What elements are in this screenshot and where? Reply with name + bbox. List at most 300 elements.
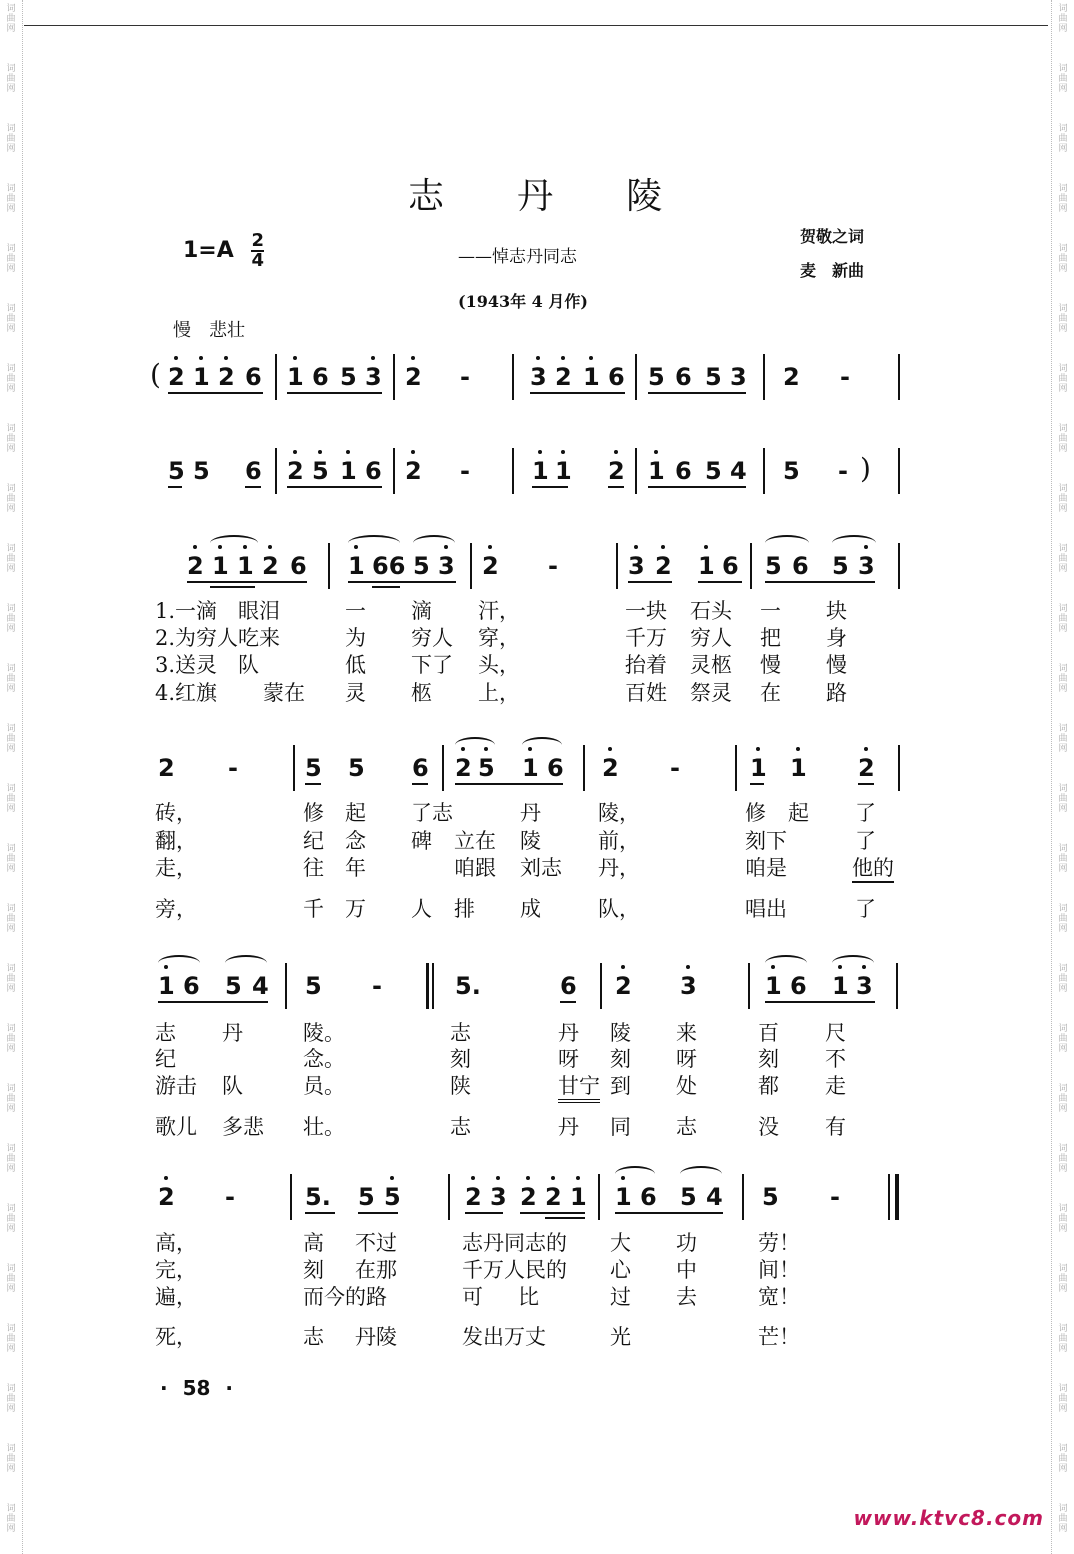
margin-watermark: 词 曲 网 <box>6 844 16 874</box>
staff-line-2 <box>150 452 904 504</box>
lyric: 千万 <box>625 626 667 650</box>
lyric: 抬着 <box>625 653 667 677</box>
lyric: 百姓 <box>625 681 667 705</box>
lyric: 走 <box>825 1074 846 1098</box>
lyric: 不 <box>825 1047 846 1071</box>
note: 5. <box>305 1183 331 1211</box>
lyric: 刻 <box>758 1047 779 1071</box>
margin-watermark: 词 曲 网 <box>6 364 16 394</box>
key-label: 1=A <box>183 238 234 263</box>
lyric: 灵 <box>345 681 366 705</box>
note: 6 <box>640 1183 657 1211</box>
key-signature <box>183 232 264 270</box>
note: 2 <box>482 551 499 581</box>
slur <box>348 535 400 551</box>
lyric: 了 <box>855 829 876 853</box>
barline <box>393 448 395 494</box>
beam <box>245 486 261 488</box>
note: 2 <box>218 362 235 392</box>
lyric: 比 <box>518 1285 539 1309</box>
repeat-end <box>888 1174 890 1220</box>
note: 5 <box>305 972 322 1000</box>
margin-watermark: 词 曲 网 <box>1058 844 1068 874</box>
lyric: 人 <box>411 897 432 921</box>
note: - <box>548 552 558 580</box>
lyric: 修 <box>745 801 766 825</box>
staff-line-3 <box>150 551 904 599</box>
lyric: 劳！ <box>758 1231 800 1255</box>
lyric: 志丹同志的 <box>462 1231 567 1255</box>
lyric: 眼泪 <box>238 599 280 623</box>
beam <box>560 1001 576 1003</box>
lyric: 年 <box>345 856 366 880</box>
subtitle: ——悼志丹同志 <box>458 247 577 267</box>
margin-watermark: 词 曲 网 <box>6 1504 16 1534</box>
barline <box>898 448 900 494</box>
margin-watermark: 词 曲 网 <box>1058 904 1068 934</box>
beam <box>305 783 321 785</box>
lyric: 成 <box>520 897 541 921</box>
barline <box>748 963 750 1009</box>
note: 5 <box>762 1183 779 1211</box>
beam <box>348 581 456 583</box>
lyric: 1.一滴 <box>155 599 218 623</box>
lyric: 蒙在 <box>263 681 305 705</box>
lyric: 刻下 <box>745 829 787 853</box>
note: 2 <box>602 753 619 783</box>
note: 5 <box>305 754 322 782</box>
note: 66 <box>372 552 406 580</box>
lyric: 有 <box>825 1115 846 1139</box>
beam <box>858 783 874 785</box>
lyric: 4.红旗 <box>155 681 218 705</box>
slur <box>455 737 495 753</box>
barline <box>583 745 585 791</box>
lyric: 中 <box>676 1258 697 1282</box>
lyric: 灵柩 <box>690 653 732 677</box>
lyric: 志 <box>676 1115 697 1139</box>
margin-watermark: 词 曲 网 <box>6 184 16 214</box>
beam <box>412 783 428 785</box>
beam <box>287 486 382 488</box>
note: 5. <box>455 972 481 1000</box>
note: 2 <box>783 363 800 391</box>
note: 3 <box>628 551 645 581</box>
barline <box>512 354 514 400</box>
margin-watermark: 词 曲 网 <box>1058 124 1068 154</box>
barline <box>470 543 472 589</box>
barline <box>393 354 395 400</box>
note: 2 <box>262 551 279 581</box>
lyric: 下了 <box>411 653 453 677</box>
note: 3 <box>438 551 455 581</box>
barline <box>896 963 898 1009</box>
barline <box>275 448 277 494</box>
barline <box>290 1174 292 1220</box>
lyric: 念 <box>345 829 366 853</box>
note: 1 <box>555 456 572 486</box>
margin-watermark: 词 曲 网 <box>6 1324 16 1354</box>
barline <box>285 963 287 1009</box>
margin-watermark: 词 曲 网 <box>1058 724 1068 754</box>
lyric: 而今的路 <box>303 1285 387 1309</box>
lyric: 陕 <box>450 1074 471 1098</box>
barline <box>275 354 277 400</box>
open-paren: ( <box>150 358 161 391</box>
lyric: 咱跟 <box>454 856 496 880</box>
lyric: 甘宁 <box>558 1073 600 1103</box>
slur <box>765 535 809 551</box>
note: 6 <box>675 363 692 391</box>
margin-watermark: 词 曲 网 <box>1058 1144 1068 1174</box>
lyric: 尺 <box>825 1021 846 1045</box>
lyric: 没 <box>758 1115 779 1139</box>
barline <box>328 543 330 589</box>
lyric: 一块 <box>625 599 667 623</box>
final-barline <box>895 1174 899 1220</box>
margin-watermark: 词 曲 网 <box>6 604 16 634</box>
composer: 麦 新曲 <box>800 261 865 280</box>
note: 1 <box>212 551 229 581</box>
lyric: 高， <box>155 1231 197 1255</box>
slur <box>522 737 562 753</box>
lyric: 陵 <box>610 1021 631 1045</box>
barline <box>598 1174 600 1220</box>
year-note: (1943年 4 月作) <box>458 292 588 311</box>
lyric: 路 <box>826 681 847 705</box>
beam <box>545 1217 585 1219</box>
lyric: 游击 <box>155 1074 197 1098</box>
beam <box>530 392 625 394</box>
lyric: 芒！ <box>758 1325 800 1349</box>
beam <box>765 581 875 583</box>
note: - <box>225 1183 235 1211</box>
beam <box>750 783 764 785</box>
lyric: 都 <box>758 1074 779 1098</box>
lyric: 立在 <box>454 829 496 853</box>
tempo-marking: 慢 悲壮 <box>173 320 245 341</box>
lyric: 翻， <box>155 829 197 853</box>
note: 2 <box>520 1182 537 1212</box>
lyric: 高 <box>303 1231 324 1255</box>
note: 1 <box>648 456 665 486</box>
note: 1 <box>193 362 210 392</box>
lyric: 纪 <box>303 829 324 853</box>
slur <box>832 955 874 971</box>
lyric: 柩 <box>411 681 432 705</box>
note: 5 <box>193 457 210 485</box>
margin-watermark: 词 曲 网 <box>6 4 16 34</box>
margin-watermark: 词 曲 网 <box>6 1024 16 1054</box>
note: - <box>228 754 238 782</box>
beam <box>287 392 382 394</box>
lyric: 队 <box>238 653 259 677</box>
note: - <box>830 1183 840 1211</box>
lyric: 他的 <box>852 855 894 883</box>
margin-watermark: 词 曲 网 <box>1058 964 1068 994</box>
lyric: 丹 <box>520 801 541 825</box>
lyric: 刻 <box>303 1258 324 1282</box>
note: - <box>670 754 680 782</box>
beam <box>465 1212 503 1214</box>
margin-watermark: 词 曲 网 <box>6 64 16 94</box>
note: 3 <box>490 1182 507 1212</box>
lyric: 心 <box>610 1258 631 1282</box>
left-margin-strip <box>0 0 23 1554</box>
lyric: 往 <box>303 856 324 880</box>
barline <box>898 543 900 589</box>
note: 1 <box>570 1182 587 1212</box>
barline <box>635 354 637 400</box>
lyric: 处 <box>676 1074 697 1098</box>
beam <box>168 486 182 488</box>
time-signature <box>251 232 264 270</box>
beam <box>615 1212 723 1214</box>
lyric: 刻 <box>610 1047 631 1071</box>
lyric: 去 <box>676 1285 697 1309</box>
lyric: 慢 <box>760 653 781 677</box>
margin-watermark: 词 曲 网 <box>1058 1264 1068 1294</box>
beam <box>608 486 624 488</box>
lyric: 走， <box>155 856 197 880</box>
page-number <box>160 1376 233 1400</box>
slur <box>832 535 876 551</box>
slur <box>615 1166 655 1182</box>
lyric: 慢 <box>826 653 847 677</box>
lyric: 志 <box>450 1115 471 1139</box>
note: 5 <box>225 972 242 1000</box>
lyric: 歌儿 <box>155 1115 197 1139</box>
barline <box>635 448 637 494</box>
note: 5 <box>705 457 722 485</box>
note: 2 <box>555 362 572 392</box>
slur <box>210 535 258 551</box>
lyric: 修 <box>303 801 324 825</box>
lyric: 同 <box>610 1115 631 1139</box>
beam <box>187 581 307 583</box>
right-margin-strip <box>1051 0 1074 1554</box>
lyric: 大 <box>610 1231 631 1255</box>
lyric: 光 <box>610 1325 631 1349</box>
lyric: 呀 <box>676 1047 697 1071</box>
margin-watermark: 词 曲 网 <box>6 964 16 994</box>
note: - <box>460 363 470 391</box>
note: 3 <box>680 971 697 1001</box>
lyric: 丹， <box>598 856 640 880</box>
note: 1 <box>790 753 807 783</box>
lyric: 不过 <box>355 1231 397 1255</box>
lyric: 祭灵 <box>690 681 732 705</box>
lyric: 在那 <box>355 1258 397 1282</box>
lyric: 刘志 <box>520 856 562 880</box>
note: 1 <box>750 753 767 783</box>
lyric: 穷人 <box>690 626 732 650</box>
beam <box>158 1001 268 1003</box>
note: 5 <box>312 456 329 486</box>
note: 5 <box>478 753 495 783</box>
lyric: 旁， <box>155 897 197 921</box>
barline <box>293 745 295 791</box>
note: 2 <box>615 971 632 1001</box>
lyric: 纪 <box>155 1047 176 1071</box>
margin-watermark: 词 曲 网 <box>6 904 16 934</box>
title-char: 丹 <box>517 176 554 217</box>
margin-watermark: 词 曲 网 <box>1058 664 1068 694</box>
beam <box>532 486 568 488</box>
barline <box>763 448 765 494</box>
lyric: 穿， <box>478 626 520 650</box>
note: 6 <box>245 363 262 391</box>
note: 2 <box>287 456 304 486</box>
margin-watermark: 词 曲 网 <box>6 1264 16 1294</box>
barline <box>616 543 618 589</box>
note: 3 <box>530 362 547 392</box>
lyric: 念。 <box>303 1047 345 1071</box>
lyric: 3.送灵 <box>155 653 218 677</box>
margin-watermark: 词 曲 网 <box>1058 784 1068 814</box>
note: 4 <box>252 972 269 1000</box>
page-dot-left: · <box>160 1376 168 1400</box>
note: 2 <box>545 1182 562 1212</box>
margin-watermark: 词 曲 网 <box>1058 1084 1068 1114</box>
lyric: 发出万丈 <box>462 1325 546 1349</box>
note: 1 <box>832 971 849 1001</box>
margin-watermark: 词 曲 网 <box>1058 544 1068 574</box>
lyric: 百 <box>758 1021 779 1045</box>
lyric: 死， <box>155 1325 197 1349</box>
lyric: 壮。 <box>303 1115 345 1139</box>
beam <box>305 1212 335 1214</box>
margin-watermark: 词 曲 网 <box>6 1084 16 1114</box>
margin-watermark: 词 曲 网 <box>1058 1324 1068 1354</box>
beam <box>628 581 672 583</box>
lyric: 万 <box>345 897 366 921</box>
note: 6 <box>608 363 625 391</box>
note: 1 <box>583 362 600 392</box>
barline <box>742 1174 744 1220</box>
margin-watermark: 词 曲 网 <box>6 244 16 274</box>
song-title <box>408 168 662 219</box>
lyric: 丹 <box>222 1021 243 1045</box>
margin-watermark: 词 曲 网 <box>6 1384 16 1414</box>
title-char: 陵 <box>626 176 663 217</box>
margin-watermark: 词 曲 网 <box>6 724 16 754</box>
note: 6 <box>547 754 564 782</box>
lyric: 汗， <box>478 599 520 623</box>
lyric: 千 <box>303 897 324 921</box>
note: 5 <box>680 1183 697 1211</box>
barline <box>735 745 737 791</box>
note: 5 <box>358 1183 375 1211</box>
site-watermark-url: www.ktvc8.com <box>853 1506 1044 1530</box>
note: 6 <box>412 754 429 782</box>
barline <box>600 963 602 1009</box>
lyric: 排 <box>454 897 475 921</box>
note: 5 <box>705 363 722 391</box>
barline <box>750 543 752 589</box>
note: 2 <box>158 1182 175 1212</box>
margin-watermark: 词 曲 网 <box>1058 1504 1068 1534</box>
margin-watermark: 词 曲 网 <box>6 1144 16 1174</box>
note: - <box>372 972 382 1000</box>
lyric: 可 <box>462 1285 483 1309</box>
note: 6 <box>245 457 262 485</box>
margin-watermark: 词 曲 网 <box>1058 424 1068 454</box>
slur <box>765 955 807 971</box>
note: 5 <box>384 1182 401 1212</box>
margin-watermark: 词 曲 网 <box>1058 184 1068 214</box>
margin-watermark: 词 曲 网 <box>1058 304 1068 334</box>
note: 3 <box>730 363 747 391</box>
note: 1 <box>237 551 254 581</box>
lyric: 了 <box>855 801 876 825</box>
lyric: 了 <box>855 897 876 921</box>
note: - <box>460 457 470 485</box>
lyric: 块 <box>826 599 847 623</box>
beam <box>210 586 255 588</box>
note: 2 <box>608 456 625 486</box>
margin-watermark: 词 曲 网 <box>1058 484 1068 514</box>
note: - <box>838 457 848 485</box>
slur <box>680 1166 722 1182</box>
beam <box>648 486 746 488</box>
slur <box>413 535 455 551</box>
note: 1 <box>615 1182 632 1212</box>
note: 2 <box>455 753 472 783</box>
lyric: 多悲 <box>222 1115 264 1139</box>
margin-watermark: 词 曲 网 <box>6 124 16 154</box>
note: 6 <box>560 972 577 1000</box>
lyric: 来 <box>676 1021 697 1045</box>
note: 5 <box>340 363 357 391</box>
margin-watermark: 词 曲 网 <box>1058 1384 1068 1414</box>
lyric: 起 <box>345 801 366 825</box>
lyricist: 贺敬之词 <box>800 227 865 246</box>
note: 3 <box>365 362 382 392</box>
lyric: 丹 <box>558 1115 579 1139</box>
staff-line-5 <box>150 971 904 1019</box>
margin-watermark: 词 曲 网 <box>1058 64 1068 94</box>
lyric: 石头 <box>690 599 732 623</box>
margin-watermark: 词 曲 网 <box>6 424 16 454</box>
close-paren: ) <box>860 452 871 485</box>
margin-watermark: 词 曲 网 <box>6 784 16 814</box>
margin-watermark: 词 曲 网 <box>1058 364 1068 394</box>
note: 5 <box>348 754 365 782</box>
staff-line-4 <box>150 753 904 801</box>
margin-watermark: 词 曲 网 <box>1058 1444 1068 1474</box>
barline <box>898 745 900 791</box>
barline <box>448 1174 450 1220</box>
note: 6 <box>183 972 200 1000</box>
lyric: 砖， <box>155 801 197 825</box>
note: 1 <box>158 971 175 1001</box>
lyric: 了志 <box>411 801 453 825</box>
repeat-start <box>432 963 434 1009</box>
lyric: 队， <box>598 897 640 921</box>
note: 5 <box>648 363 665 391</box>
lyric: 头， <box>478 653 520 677</box>
staff-line-6 <box>150 1182 904 1230</box>
lyric: 员。 <box>303 1074 345 1098</box>
lyric: 碑 <box>411 829 432 853</box>
margin-watermark: 词 曲 网 <box>1058 4 1068 34</box>
beam <box>765 1001 875 1003</box>
margin-watermark: 词 曲 网 <box>6 664 16 694</box>
note: 2 <box>655 551 672 581</box>
page-dot-right: · <box>225 1376 233 1400</box>
page-number-text: 58 <box>182 1376 211 1400</box>
